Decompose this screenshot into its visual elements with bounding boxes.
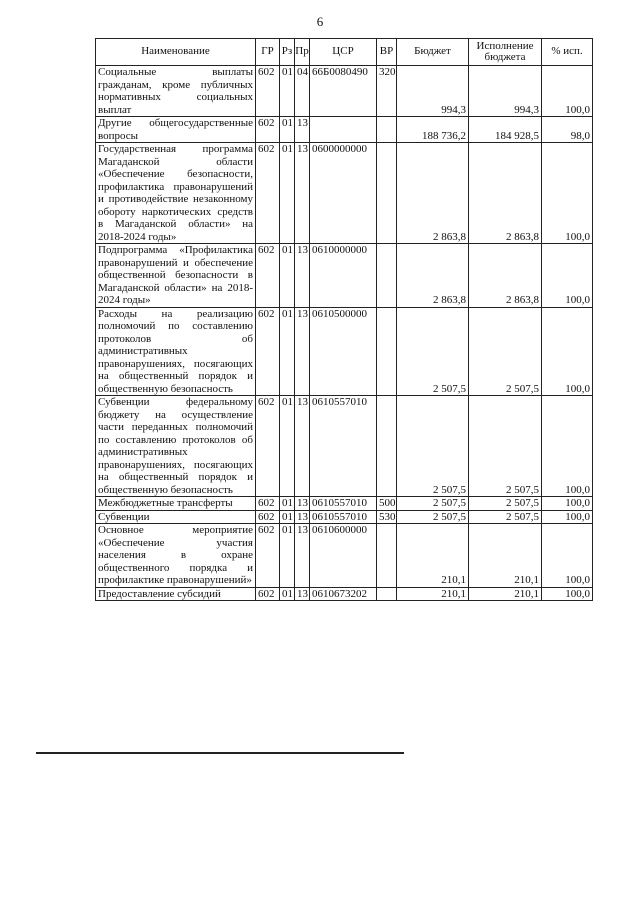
- table-row: [96, 244, 593, 308]
- row-vr: 320: [377, 66, 397, 117]
- row-budget: 188 736,2: [397, 117, 469, 143]
- row-execution: 994,3: [469, 66, 542, 117]
- row-vr: [377, 143, 397, 244]
- header-pr: Пр: [295, 39, 310, 66]
- row-pr: 13: [295, 510, 310, 524]
- row-pr: 04: [295, 66, 310, 117]
- row-rz: 01: [280, 587, 295, 601]
- row-execution: 2 507,5: [469, 396, 542, 497]
- row-budget: 210,1: [397, 524, 469, 588]
- row-vr: 530: [377, 510, 397, 524]
- row-percent: 98,0: [542, 117, 593, 143]
- row-name: Расходы на реализацию полномочий по составлению протоколов об административных правонарушениях, посягающих на общественный порядок и общественную безопасность: [96, 307, 256, 396]
- row-rz: 01: [280, 143, 295, 244]
- row-execution: 2 507,5: [469, 510, 542, 524]
- row-budget: 2 507,5: [397, 396, 469, 497]
- row-budget: 2 507,5: [397, 510, 469, 524]
- row-budget: 2 507,5: [397, 307, 469, 396]
- row-execution: 210,1: [469, 524, 542, 588]
- row-csr: 0610557010: [310, 497, 377, 511]
- row-gr: 602: [256, 396, 280, 497]
- row-percent: 100,0: [542, 497, 593, 511]
- row-gr: 602: [256, 66, 280, 117]
- row-rz: 01: [280, 497, 295, 511]
- header-rz: Рз: [280, 39, 295, 66]
- page-number: 6: [316, 14, 324, 29]
- row-vr: 500: [377, 497, 397, 511]
- table-row: [96, 497, 593, 511]
- row-gr: 602: [256, 510, 280, 524]
- row-name: Предоставление субсидий: [96, 587, 256, 601]
- row-csr: 0610673202: [310, 587, 377, 601]
- row-name: Межбюджетные трансферты: [96, 497, 256, 511]
- table-row: [96, 524, 593, 588]
- table-row: [96, 396, 593, 497]
- row-csr: 0610500000: [310, 307, 377, 396]
- row-pr: 13: [295, 497, 310, 511]
- row-vr: [377, 587, 397, 601]
- row-pr: 13: [295, 143, 310, 244]
- header-vr: ВР: [377, 39, 397, 66]
- row-execution: 2 863,8: [469, 143, 542, 244]
- row-gr: 602: [256, 307, 280, 396]
- row-pr: 13: [295, 396, 310, 497]
- row-vr: [377, 244, 397, 308]
- row-percent: 100,0: [542, 66, 593, 117]
- row-vr: [377, 117, 397, 143]
- row-name: Основное мероприятие «Обеспечение участия населения в охране общественного порядка и профилактике правонарушений»: [96, 524, 256, 588]
- row-gr: 602: [256, 244, 280, 308]
- header-gr: ГР: [256, 39, 280, 66]
- table-row: [96, 587, 593, 601]
- header-execution: Исполнение бюджета: [469, 39, 542, 66]
- row-gr: 602: [256, 497, 280, 511]
- row-rz: 01: [280, 117, 295, 143]
- budget-execution-table: [95, 38, 593, 601]
- table-row: [96, 66, 593, 117]
- row-name: Другие общегосударственные вопросы: [96, 117, 256, 143]
- row-pr: 13: [295, 117, 310, 143]
- row-budget: 210,1: [397, 587, 469, 601]
- row-rz: 01: [280, 524, 295, 588]
- row-execution: 210,1: [469, 587, 542, 601]
- row-pr: 13: [295, 307, 310, 396]
- table-row: [96, 117, 593, 143]
- row-vr: [377, 396, 397, 497]
- row-execution: 2 507,5: [469, 307, 542, 396]
- row-name: Социальные выплаты гражданам, кроме публичных нормативных социальных выплат: [96, 66, 256, 117]
- row-name: Государственная программа Магаданской области «Обеспечение безопасности, профилактика правонарушений и противодействие незаконному обороту наркотических средств в Магаданской области» на 2018-2024 годы»: [96, 143, 256, 244]
- row-execution: 184 928,5: [469, 117, 542, 143]
- row-gr: 602: [256, 143, 280, 244]
- row-name: Подпрограмма «Профилактика правонарушений и обеспечение общественной безопасности в Магаданской области» на 2018-2024 годы»: [96, 244, 256, 308]
- header-percent: % исп.: [542, 39, 593, 66]
- header-csr: ЦСР: [310, 39, 377, 66]
- table-row: [96, 143, 593, 244]
- row-pr: 13: [295, 524, 310, 588]
- row-budget: 994,3: [397, 66, 469, 117]
- row-percent: 100,0: [542, 587, 593, 601]
- row-budget: 2 863,8: [397, 143, 469, 244]
- table-header-row: [96, 39, 593, 66]
- row-name: Субвенции: [96, 510, 256, 524]
- row-percent: 100,0: [542, 244, 593, 308]
- row-vr: [377, 524, 397, 588]
- row-percent: 100,0: [542, 396, 593, 497]
- row-rz: 01: [280, 244, 295, 308]
- row-gr: 602: [256, 117, 280, 143]
- row-rz: 01: [280, 510, 295, 524]
- row-percent: 100,0: [542, 307, 593, 396]
- row-budget: 2 863,8: [397, 244, 469, 308]
- row-name: Субвенции федеральному бюджету на осуществление части переданных полномочий по составлению протоколов об административных правонарушениях, посягающих на общественный порядок и общественную безопасность: [96, 396, 256, 497]
- row-percent: 100,0: [542, 143, 593, 244]
- row-execution: 2 507,5: [469, 497, 542, 511]
- row-csr: 0610557010: [310, 396, 377, 497]
- separator-line: [36, 752, 404, 754]
- row-execution: 2 863,8: [469, 244, 542, 308]
- header-budget: Бюджет: [397, 39, 469, 66]
- header-name: Наименование: [96, 39, 256, 66]
- row-percent: 100,0: [542, 524, 593, 588]
- row-gr: 602: [256, 524, 280, 588]
- row-gr: 602: [256, 587, 280, 601]
- row-vr: [377, 307, 397, 396]
- row-rz: 01: [280, 307, 295, 396]
- row-csr: [310, 117, 377, 143]
- row-rz: 01: [280, 66, 295, 117]
- row-csr: 0610557010: [310, 510, 377, 524]
- row-pr: 13: [295, 244, 310, 308]
- table-row: [96, 307, 593, 396]
- row-rz: 01: [280, 396, 295, 497]
- row-budget: 2 507,5: [397, 497, 469, 511]
- row-csr: 0610000000: [310, 244, 377, 308]
- row-percent: 100,0: [542, 510, 593, 524]
- row-csr: 66Б0080490: [310, 66, 377, 117]
- row-csr: 0600000000: [310, 143, 377, 244]
- row-csr: 0610600000: [310, 524, 377, 588]
- row-pr: 13: [295, 587, 310, 601]
- table-row: [96, 510, 593, 524]
